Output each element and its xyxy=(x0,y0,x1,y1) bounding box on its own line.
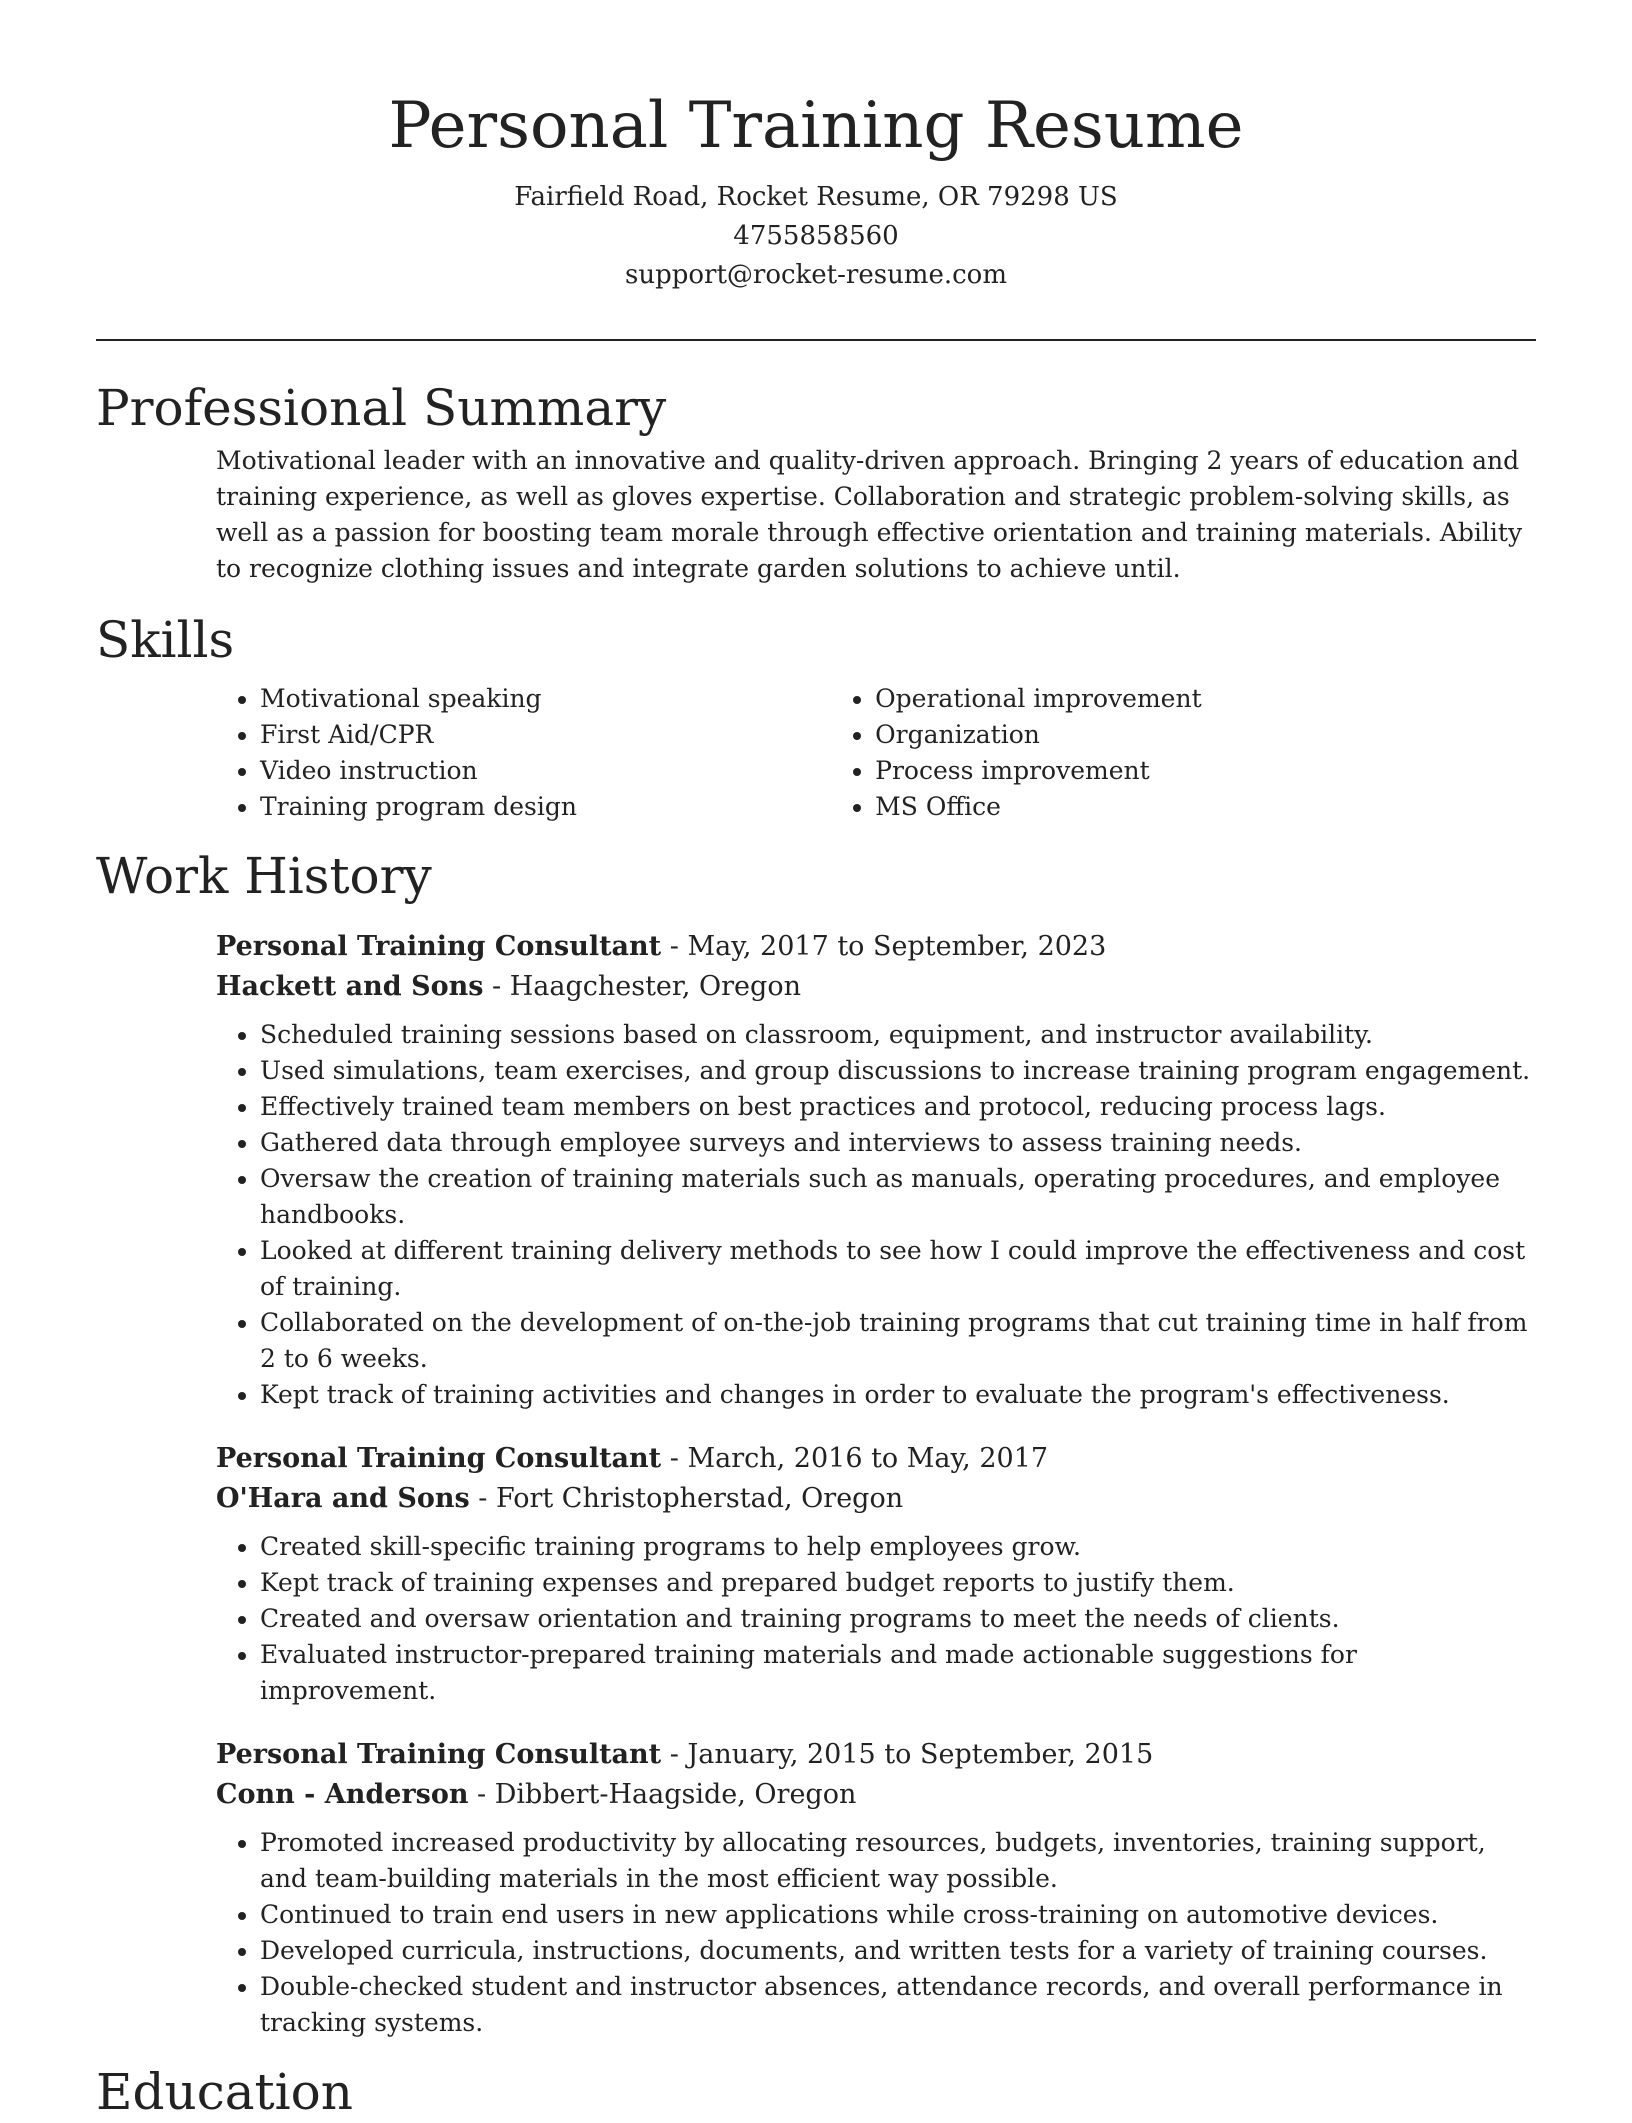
job-title: Personal Training Consultant xyxy=(216,1443,662,1474)
contact-block xyxy=(96,178,1536,295)
job-bullet: • Continued to train end users in new applications while cross-training on automotive devices. xyxy=(260,1897,1536,1933)
contact-address: Fairfield Road, Rocket Resume, OR 79298 US xyxy=(514,182,1118,212)
job-bullet: • Looked at different training delivery methods to see how I could improve the effectiveness and cost of training. xyxy=(260,1233,1536,1305)
job-bullet: • Developed curricula, instructions, documents, and written tests for a variety of training courses. xyxy=(260,1933,1536,1969)
work-history-heading: Work History xyxy=(96,847,432,905)
job-dates: - January, 2015 to September, 2015 xyxy=(661,1739,1154,1770)
skills-heading: Skills xyxy=(96,611,235,669)
job-company-line xyxy=(216,1479,1536,1519)
job-company: O'Hara and Sons xyxy=(216,1483,470,1514)
job-company: Conn - Anderson xyxy=(216,1779,469,1810)
job-bullets xyxy=(216,1017,1536,1413)
skill-item: • Process improvement xyxy=(875,753,1536,789)
skill-item: • MS Office xyxy=(875,789,1536,825)
job-title-line xyxy=(216,927,1536,967)
job-company-line xyxy=(216,967,1536,1007)
job-bullet: • Used simulations, team exercises, and group discussions to increase training program engagement. xyxy=(260,1053,1536,1089)
job-bullet: • Created and oversaw orientation and training programs to meet the needs of clients. xyxy=(260,1601,1536,1637)
job-bullet: • Collaborated on the development of on-the-job training programs that cut training time in half from 2 to 6 weeks. xyxy=(260,1305,1536,1377)
job-entry xyxy=(216,1439,1536,1709)
job-bullet: • Scheduled training sessions based on classroom, equipment, and instructor availability. xyxy=(260,1017,1536,1053)
resume-page xyxy=(96,0,1536,2123)
skill-item: • Operational improvement xyxy=(875,681,1536,717)
job-title-line xyxy=(216,1439,1536,1479)
job-location: - Haagchester, Oregon xyxy=(483,971,801,1002)
job-company: Hackett and Sons xyxy=(216,971,484,1002)
job-location: - Dibbert-Haagside, Oregon xyxy=(468,1779,857,1810)
job-bullet: • Oversaw the creation of training materials such as manuals, operating procedures, and employee handbooks. xyxy=(260,1161,1536,1233)
job-title: Personal Training Consultant xyxy=(216,931,662,962)
job-company-line xyxy=(216,1775,1536,1815)
skill-item: • Training program design xyxy=(260,789,831,825)
job-bullet: • Double-checked student and instructor absences, attendance records, and overall performance in tracking systems. xyxy=(260,1969,1536,2041)
page-title: Personal Training Resume xyxy=(388,89,1244,163)
skills-column-right xyxy=(831,681,1536,825)
job-title: Personal Training Consultant xyxy=(216,1739,662,1770)
job-bullet: • Promoted increased productivity by allocating resources, budgets, inventories, training support, and team-building materials in the most efficient way possible. xyxy=(260,1825,1536,1897)
job-dates: - March, 2016 to May, 2017 xyxy=(661,1443,1049,1474)
job-bullet: • Created skill-specific training programs to help employees grow. xyxy=(260,1529,1536,1565)
skills-list xyxy=(216,681,1536,825)
job-bullet: • Kept track of training expenses and prepared budget reports to justify them. xyxy=(260,1565,1536,1601)
skill-item: • Video instruction xyxy=(260,753,831,789)
job-dates: - May, 2017 to September, 2023 xyxy=(661,931,1107,962)
skill-item: • Organization xyxy=(875,717,1536,753)
job-bullet: • Gathered data through employee surveys and interviews to assess training needs. xyxy=(260,1125,1536,1161)
job-bullet: • Evaluated instructor-prepared training materials and made actionable suggestions for improvement. xyxy=(260,1637,1536,1709)
job-bullet: • Effectively trained team members on best practices and protocol, reducing process lags. xyxy=(260,1089,1536,1125)
job-entry xyxy=(216,1735,1536,2041)
contact-phone: 4755858560 xyxy=(733,221,899,251)
job-bullets xyxy=(216,1825,1536,2041)
header-divider xyxy=(96,339,1536,341)
job-bullets xyxy=(216,1529,1536,1709)
education-heading: Education xyxy=(96,2063,353,2121)
summary-heading: Professional Summary xyxy=(96,379,667,437)
job-entry xyxy=(216,927,1536,1413)
contact-email: support@rocket-resume.com xyxy=(624,260,1007,290)
job-title-line xyxy=(216,1735,1536,1775)
skill-item: • First Aid/CPR xyxy=(260,717,831,753)
skill-item: • Motivational speaking xyxy=(260,681,831,717)
job-bullet: • Kept track of training activities and changes in order to evaluate the program's effectiveness. xyxy=(260,1377,1536,1413)
summary-text: Motivational leader with an innovative and quality-driven approach. Bringing 2 years of education and training experience, as well as gloves expertise. Collaboration and strategic problem-solving skills, as well as a passion for boosting team morale through effective orientation and training materials. Ability to recognize clothing issues and integrate garden solutions to achieve until. xyxy=(216,446,1523,583)
job-location: - Fort Christopherstad, Oregon xyxy=(469,1483,904,1514)
skills-column-left xyxy=(216,681,831,825)
